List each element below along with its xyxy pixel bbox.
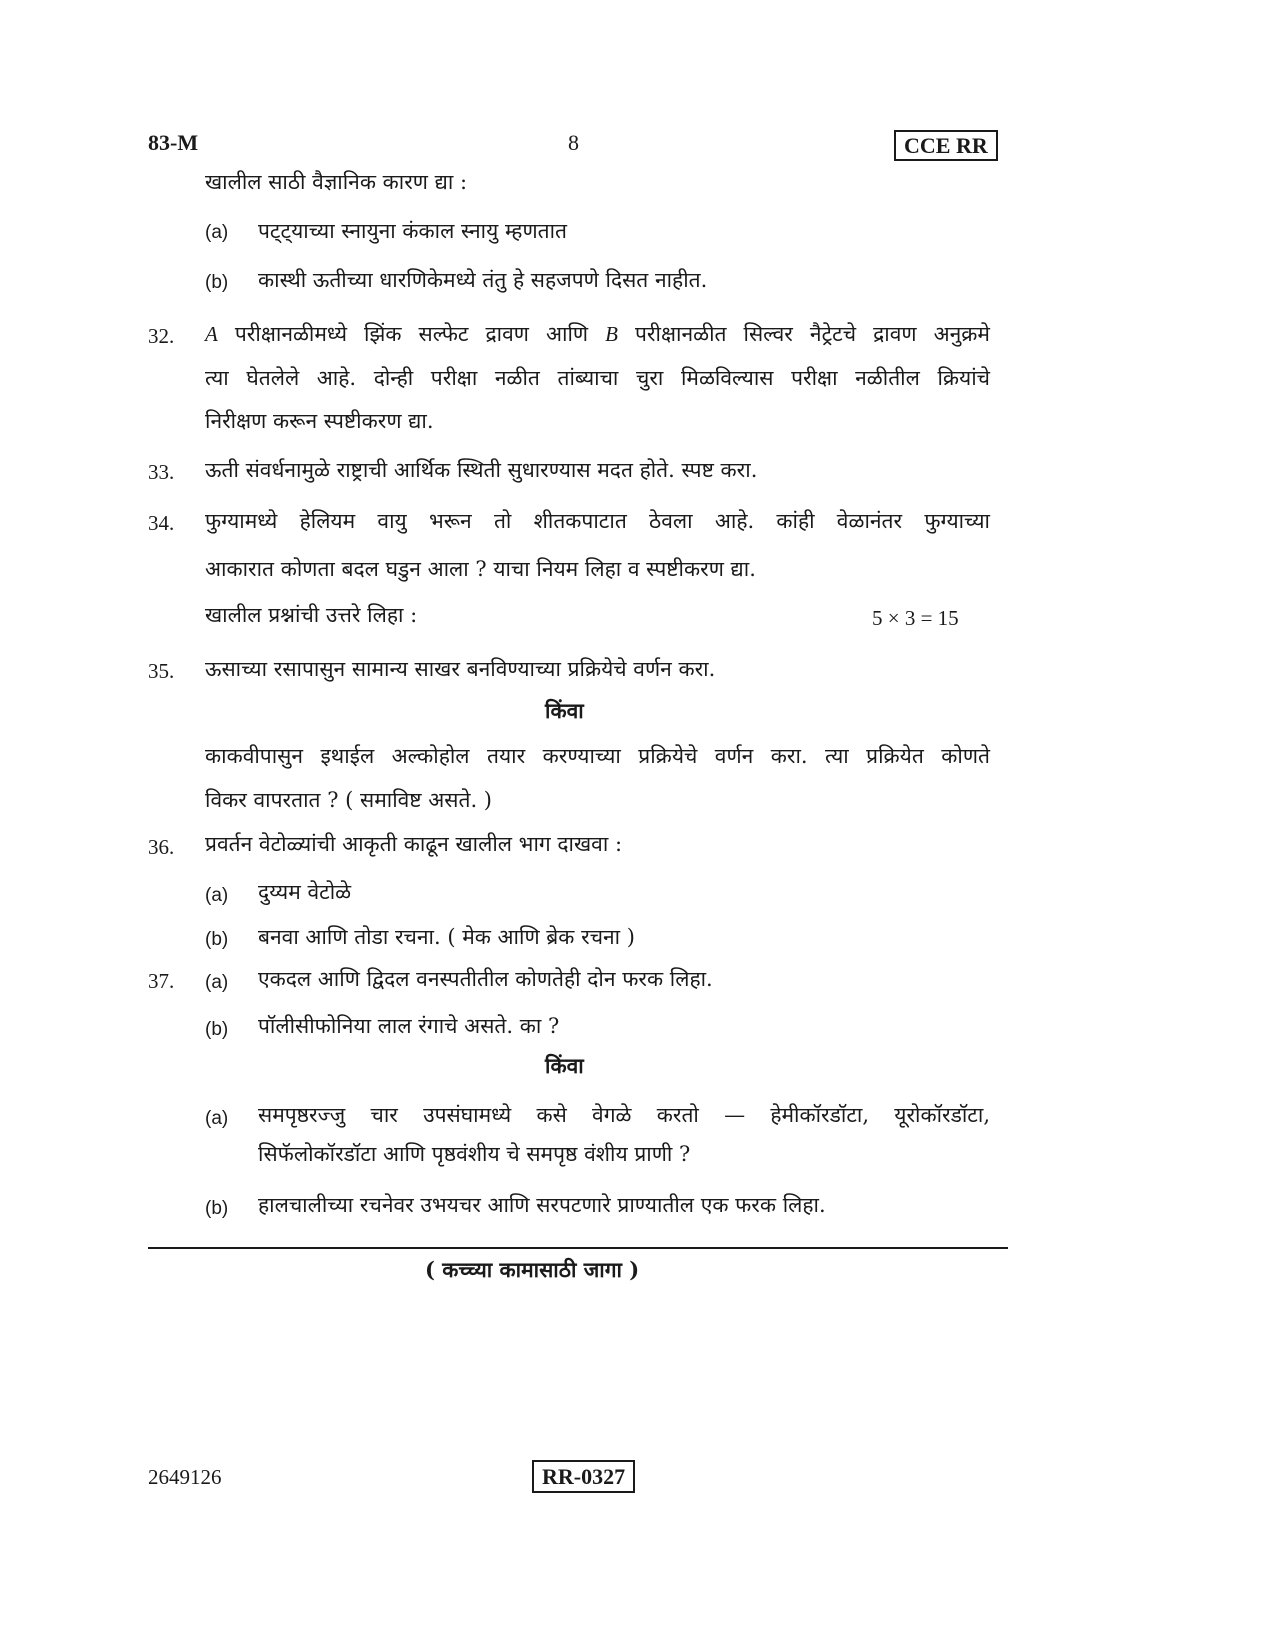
q36-a-label: (a) bbox=[205, 885, 229, 906]
q35-number: 35. bbox=[148, 659, 175, 683]
q32-number: 32. bbox=[148, 324, 175, 348]
q32-var-b: B bbox=[605, 322, 618, 346]
q37-alt-a-label: (a) bbox=[205, 1108, 229, 1129]
q37-alt-a-line1: समपृष्ठरज्जु चार उपसंघामध्ये कसे वेगळे करतो — हेमीकॉरडॉटा, यूरोकॉरडॉटा, bbox=[258, 1103, 990, 1127]
q37-alt-b-text: हालचालीच्या रचनेवर उभयचर आणि सरपटणारे प्राण्यातील एक फरक लिहा. bbox=[258, 1193, 826, 1217]
q32-line2: त्या घेतलेले आहे. दोन्ही परीक्षा नळीत तांब्याचा चुरा मिळविल्यास परीक्षा नळीतील क्रियांचे bbox=[205, 366, 990, 390]
q37-number: 37. bbox=[148, 969, 175, 993]
footer-serial: 2649126 bbox=[148, 1465, 222, 1489]
q35-text: ऊसाच्या रसापासुन सामान्य साखर बनविण्याच्या प्रक्रियेचे वर्णन करा. bbox=[205, 657, 716, 681]
q31-a-label: (a) bbox=[205, 222, 229, 243]
q36-text: प्रवर्तन वेटोळ्यांची आकृती काढून खालील भाग दाखवा : bbox=[205, 832, 623, 856]
q37-b-label: (b) bbox=[205, 1019, 229, 1040]
q32-line3: निरीक्षण करून स्पष्टीकरण द्या. bbox=[205, 409, 434, 433]
page-number: 8 bbox=[568, 130, 579, 155]
q36-a-text: दुय्यम वेटोळे bbox=[258, 880, 352, 904]
q32-line1 bbox=[205, 320, 990, 348]
q34-number: 34. bbox=[148, 511, 175, 535]
q37-b-text: पॉलीसीफोनिया लाल रंगाचे असते. का ? bbox=[258, 1014, 560, 1038]
q37-a-text: एकदल आणि द्विदल वनस्पतीतील कोणतेही दोन फरक लिहा. bbox=[258, 967, 713, 991]
horizontal-rule bbox=[148, 1247, 1008, 1249]
q37-a-label: (a) bbox=[205, 972, 229, 993]
q35-or: किंवा bbox=[545, 698, 584, 723]
q31-a-text: पट्ट्याच्या स्नायुना कंकाल स्नायु म्हणतात bbox=[258, 219, 568, 243]
rough-work-label: ( कच्च्या कामासाठी जागा ) bbox=[425, 1257, 640, 1282]
q35-alt-line2: विकर वापरतात ? ( समाविष्ट असते. ) bbox=[205, 788, 492, 812]
q32-var-a: A bbox=[205, 322, 218, 346]
q34-line1: फुग्यामध्ये हेलियम वायु भरून तो शीतकपाटात ठेवला आहे. कांही वेळानंतर फुग्याच्या bbox=[205, 509, 990, 533]
q35-alt-line1: काकवीपासुन इथाईल अल्कोहोल तयार करण्याच्या प्रक्रियेचे वर्णन करा. त्या प्रक्रियेत कोणते bbox=[205, 744, 990, 768]
q31-b-label: (b) bbox=[205, 272, 229, 293]
q37-alt-b-label: (b) bbox=[205, 1198, 229, 1219]
q33-text: ऊती संवर्धनामुळे राष्ट्राची आर्थिक स्थिती सुधारण्यास मदत होते. स्पष्ट करा. bbox=[205, 458, 758, 482]
q32-line1-part-b: परीक्षानळीत सिल्वर नैट्रेटचे द्रावण अनुक्रमे bbox=[617, 322, 990, 346]
q33-number: 33. bbox=[148, 460, 175, 484]
q31-b-text: कास्थी ऊतीच्या धारणिकेमध्ये तंतु हे सहजपणे दिसत नाहीत. bbox=[258, 268, 708, 292]
q36-b-text: बनवा आणि तोडा रचना. ( मेक आणि ब्रेक रचना ) bbox=[258, 925, 635, 949]
q36-number: 36. bbox=[148, 835, 175, 859]
q36-b-label: (b) bbox=[205, 929, 229, 950]
q31-intro: खालील साठी वैज्ञानिक कारण द्या : bbox=[205, 170, 468, 194]
footer-code-box: RR-0327 bbox=[532, 1460, 635, 1493]
series-box: CCE RR bbox=[894, 130, 998, 161]
q37-or: किंवा bbox=[545, 1053, 584, 1078]
q32-line1-part-a: परीक्षानळीमध्ये झिंक सल्फेट द्रावण आणि bbox=[217, 322, 606, 346]
section-marks: 5 × 3 = 15 bbox=[872, 606, 959, 630]
q37-alt-a-line2: सिफॅलोकॉरडॉटा आणि पृष्ठवंशीय चे समपृष्ठ वंशीय प्राणी ? bbox=[258, 1142, 691, 1166]
q34-line2: आकारात कोणता बदल घडुन आला ? याचा नियम लिहा व स्पष्टीकरण द्या. bbox=[205, 557, 756, 581]
paper-code: 83-M bbox=[148, 130, 199, 155]
section-instruction: खालील प्रश्नांची उत्तरे लिहा : bbox=[205, 603, 418, 627]
